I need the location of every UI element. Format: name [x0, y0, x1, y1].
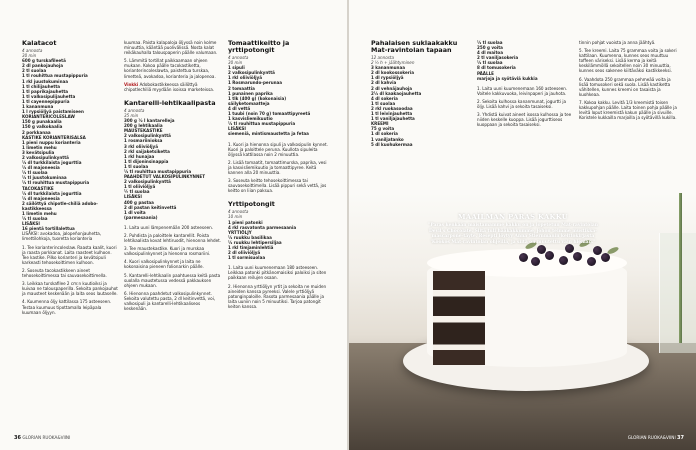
ingredient: 2 valkosipulinkynttä	[228, 70, 275, 76]
ingredient: 1 punainen paprika	[228, 90, 273, 96]
step: 2. Puhdista ja paloittele kantarellit. Poista lehtikaalista kovat lehtiruodit, hienonna lehdet.	[124, 233, 222, 244]
cake-slice-cut	[433, 271, 485, 365]
ingredient: YRTTIÖLJY	[228, 229, 252, 235]
ingredient: 1 dl voita	[124, 209, 146, 215]
ingredient: 1 rkl juustokuminaa	[22, 78, 69, 84]
ingredient: 2 valkosipulinkynttä	[124, 133, 171, 139]
ingredient: ½ ruukku lehtipersiljaa	[228, 239, 282, 245]
ingredient: 2½ dl kaakaojauhetta	[371, 90, 422, 96]
left-page	[0, 0, 347, 450]
ingredient: 1 tl vaniljajauhetta	[371, 116, 415, 122]
ingredient: siemeniä, mintismaustetta ja fetaa	[228, 131, 309, 137]
ingredient: 1 tl suolaa	[124, 163, 149, 169]
recipe-title: Yrttipotongit	[228, 200, 275, 209]
page-folio-right	[628, 435, 684, 441]
time: 30 min	[228, 60, 243, 66]
glass-bottle	[659, 233, 696, 353]
step: 6. Vaahdota 250 grammaa pehmeää voita ja lisää tomusokeri sekä suola. Lisää kastiketta vähitellen, kunnes kreemi on tasaista ja kuohkeaa.	[579, 76, 671, 97]
ingredient: MAUSTEKASTIKE	[124, 128, 163, 134]
ingredient-list	[124, 118, 222, 220]
recipe-cake-steps	[579, 40, 679, 123]
ingredient: 2 tl vaniljasokeria	[477, 55, 519, 61]
ingredient: 1 tl cayennepippuria	[22, 98, 70, 104]
ingredient: 300 g ½ l kantarelleja	[124, 118, 175, 124]
recipe-chocolate-cake	[371, 40, 471, 147]
ingredient: 1 Rosmarundo-perunaa	[228, 80, 283, 86]
servings: 4 annosta	[124, 107, 145, 113]
ingredient: 1 tl valkosipulijauhetta	[22, 93, 76, 99]
ingredient: 1 rkl hunajaa	[124, 153, 155, 159]
page-number: 36	[14, 435, 21, 441]
ingredient: KORIANTERICOLESLAW	[22, 114, 75, 120]
ingredient: 400 g pastaa	[124, 199, 154, 205]
ingredient: 600 g turskafileetä	[22, 58, 66, 64]
ingredient: LISÄKSI	[228, 126, 246, 132]
ingredient-list	[228, 65, 328, 136]
ingredient: ½ dl majoneesia	[22, 165, 60, 171]
ingredient: 1 pieni patonki	[228, 219, 263, 225]
step: 5. Lämmitä tortillat paikkaamaan ohjeen mukaan. Kokoa päälle tacokastiketta, korianterincoleslawta, paistettua turskaa, limetteä, avokadoa, korianteria ja jalopenoa.	[124, 58, 216, 79]
ingredient: 1 dl rypsiöljyä	[371, 75, 404, 81]
ingredient: ½ dl majoneesia	[22, 195, 60, 201]
servings: 12 annosta	[371, 55, 394, 60]
tip-text: Adobokastikkeessa säilöttyä chipotlechiliä myydään isoissa marketeissa.	[124, 81, 215, 92]
step: 3. Leikkaa turskafilee 2 cm:n kuutioiksi ja kuivaa ne talouspaperilla. Sekoita pankojauhot ja mausteet keskenään ja laita seos lautaselle.	[22, 281, 118, 297]
ingredient: 1 pieni nuppu korianteria	[22, 139, 81, 145]
recipe-title: Kantarelli-lehtikaalipasta	[124, 98, 216, 107]
ingredient: 1 limetin mehu	[22, 144, 57, 150]
step: 2. Sekoita kulhossa kananmunat, jogurtti ja öljy. Lisää kahvi ja sekoita tasaiseksi.	[477, 98, 566, 110]
step: 2. Hienonna yrttiöljyn yrtit ja sekoita ne muiden aineiden kanssa pyreeksi. Valele yrttiöljyä patonginpaloille. Rasota parmesaania päälle ja laita uuniin noin 5 minuutiksi. Tarjoa patongit keiton kanssa.	[228, 283, 327, 309]
ingredient: 3 kananmunaa	[371, 65, 405, 71]
step: 1. Tee korianterincoleslaw. Raasta kaalit, kuori ja raasta porkkanat. Laita raasteet kulhoon. Tee kastike. Pilko korianteri ja kevätsipuli karkeasti tehosekoittimen kulhoon.	[22, 244, 117, 265]
step: 2. Soseuta tacokastikkeen aineet tehosekoittimessa tai sauvasekoittimella.	[22, 267, 107, 279]
blackberry	[593, 246, 602, 255]
ingredient: 2 tl suolaa	[22, 68, 47, 74]
flower-stem	[679, 193, 682, 343]
ingredient: ½ tl suolaa	[22, 170, 48, 176]
step: 1. Laita uuni kuumenemaan 160 asteeseen. Voitele kakkuvuoka, leivinpaperi ja jauhota.	[477, 85, 568, 96]
ingredient: 8 dl tomusokeria	[477, 65, 516, 71]
recipe-fish-tacos	[22, 40, 118, 318]
ingredient: 3 rkl oliiviöljyä	[124, 143, 158, 149]
ingredient: 2 dl vehnäjauhoja	[371, 85, 413, 91]
ingredient: 1 kasvisliemikuutio	[228, 116, 273, 122]
recipe-title: Pahalaisen suklaakakku Mat-ravintolan tapaan	[371, 39, 458, 54]
ingredient: ½ dl turkkilaista jogurttia	[22, 190, 82, 196]
time: 35 min	[124, 112, 139, 118]
magazine-name: GLORIAN RUOKA&VIINI	[22, 435, 71, 440]
ingredient: TACOKASTIKE	[22, 185, 54, 191]
ingredient: ½ tl rouhittua mustapippuria	[124, 168, 192, 174]
step: 4. Kuori valkosipulinkynnet ja laita ne kokonaisina pieneen folionarkin päälle.	[124, 259, 204, 270]
ingredient-list	[22, 58, 118, 231]
ingredient: 2 rkl saijaketsiketta	[124, 148, 170, 154]
cake-photo	[349, 193, 696, 450]
quote-body: "Paras kenkään maistamamme kakku on ja lopetetun Mat-ravintolan Devil’s Chocolate. Siitä tuli hääkakkumme, johon teimme mustikka-mascarpone-täyte. Resepti löytyy Anna Stiernmanin keittokirjasta 'Kookos Mat-ravintolan ohjeilla, ja siitä on muutettu vain hieman."	[428, 223, 598, 245]
ingredient: 1 tl leivinjauhetta	[371, 111, 413, 117]
step: 1. Laita uuni kuumenemaan 180 asteeseen. Leikkaa patonki pitkänomaisiksi paloiksi ja siten paikkaan reilujen osaan.	[228, 265, 327, 281]
leaf	[607, 246, 620, 256]
recipe-title: Kalatacot	[22, 39, 57, 47]
ingredient: PÄÄLLE	[477, 70, 494, 76]
time: 10 min	[228, 214, 243, 220]
ingredient: 4 dl maitoa	[477, 50, 503, 56]
blackberry	[545, 251, 554, 260]
recipe-title: Tomaattikeitto ja yrttipotongit	[228, 39, 290, 54]
step: 3. Soseuta keitto tehosekoittimessa tai sauvasekoittimella. Lisää pippuri sekä vettä, jos keitto on liian paksua.	[228, 178, 327, 194]
blackberry	[573, 252, 582, 261]
ingredient: 2 valkosipulinkynttä	[124, 179, 171, 185]
ingredient: 1 tl oliiviöljyä	[124, 184, 156, 190]
ingredient: ½ tl juustokuminaa	[22, 175, 67, 181]
ingredient: 2 säilöttyä chipotle-chiliä adobo-kastikkeessa	[22, 200, 98, 211]
step: 7. Kokoa kakku. Levitä 1/3 kreemistä toisen kakkupohjan päälle. Laita toinen pohja päälle ja levitä loput kreemistä kakun päälle ja sivuille. Koristele kukkailla marjoilla ja syötävillä kukilla.	[579, 99, 677, 121]
blackberry	[537, 245, 546, 254]
ingredient: 150 g punakaalia	[22, 119, 62, 125]
ingredient-list	[228, 220, 328, 261]
time: 2 ½ h + jäähtyminen	[371, 60, 415, 66]
ingredient: 2 rkl ruokasoodaa	[371, 105, 413, 111]
ingredient: 1 kananmuna	[22, 104, 54, 110]
ingredient: 1 tl sormisuolaa	[228, 255, 266, 261]
ingredient: 1 tl dijoninsinappia	[124, 158, 169, 164]
ingredient: 1 dl sokeria	[371, 131, 398, 137]
ingredient: 2 dl kookossokeria	[371, 70, 414, 76]
ingredient: 1 tl paprikajauhetta	[22, 88, 69, 94]
blackberry	[559, 256, 568, 265]
ingredient: 1 tlk (400 g) (kokonaisia) säilyketomaatteja	[228, 95, 287, 106]
ingredient: 1 vaniljatanko	[371, 136, 404, 142]
ingredient: 200 g lehtikaalia	[124, 123, 163, 129]
blackberry	[519, 253, 528, 262]
ingredient: 1 tuubi (noin 70 g) tomaattipyreetä	[228, 111, 311, 117]
tip-label: Vinkki	[124, 81, 139, 87]
ingredient: 1 rkl timjaminlehtiä	[228, 245, 274, 250]
ingredient: 4 rkl rasvatonta parmesaania	[228, 224, 297, 230]
recipe-tomato-soup	[228, 40, 328, 312]
ingredient: 3 kevätsipulia	[22, 149, 55, 155]
recipe-cake-continued	[477, 40, 573, 130]
ingredient: 2 dl oliiviöljyä	[228, 250, 261, 256]
step: 3. Tee maustekastike. Kuori ja murskaa valkosipulinkynnet ja hienonna rosmariini.	[124, 246, 211, 257]
ingredient: ½ tl suolaa	[477, 40, 503, 45]
ingredient: 2 dl pastan keitinvettä	[124, 204, 177, 210]
servings: 4 annosta	[22, 48, 43, 53]
servings: 4 annosta	[228, 209, 249, 215]
ingredient: 1 rosmariinioksa	[124, 138, 163, 144]
ingredient: 1 sipuli	[228, 65, 245, 71]
ingredient: KREEMI	[371, 121, 389, 127]
time: 30 min	[22, 53, 37, 59]
ingredient: 1 l rypsiöljyä paistamiseen	[22, 109, 84, 115]
ingredient: 5 dl kuohukermaa	[371, 141, 413, 147]
ingredient: ½ tl rouhittua mustapippuria	[22, 180, 90, 186]
step: 5. Tee kreemi. Laita 75 grammaa voita ja sokeri kattilaan. Kuumenna, kunnes seos muuttuu toffeen väriseksi. Lisää kerma ja keitä keskilämmöllä sekoitellen noin 30 minuuttia, kunnes seos sakenee kiiltäväksi kastikkeeksi.	[579, 48, 677, 74]
ingredient: 4 dl vettä	[228, 105, 251, 111]
ingredient: 250 g voita	[477, 45, 503, 51]
magazine-name: GLORIAN RUOKA&VIINI	[627, 435, 676, 440]
blackberry	[531, 257, 540, 266]
ingredient: ¼ tl suolaa	[124, 189, 150, 195]
step: 6. Hienonna paahdetut valkosipulinkynnet. Sekoita valutettu pasta, 2 dl keitinvettä, voi, valkosipuli ja kantarelli-lehtikaaliseos keskenään.	[124, 290, 216, 312]
ingredient: 1 tl chilijauhetta	[22, 83, 61, 89]
recipe-kantarelli-pasta	[124, 40, 222, 314]
ingredient-list	[477, 40, 573, 81]
ingredient: ½ tl suolaa	[477, 60, 503, 66]
ingredient: 1 tl rouhittua mustapippuria	[22, 73, 88, 79]
blackberry	[587, 257, 596, 266]
ingredient: 1 limetin mehu	[22, 211, 57, 216]
step-continued: kuumaa. Paista kalapaloja öljyssä noin kolme minuuttia, kääntää puolivälissä. Nosta kalat reikäkauhalla talouspaperin päälle valumaan.	[124, 40, 218, 56]
step: 1. Laita uuni lämpenemään 200 asteeseen.	[124, 224, 214, 230]
tip	[124, 82, 222, 92]
ingredient: ½ tl rouhittua mustapippuria	[228, 121, 296, 127]
page-number: 37	[677, 435, 684, 441]
ingredient: 2 tomaattia	[228, 85, 255, 91]
ingredient: marjoja ja syötäviä kukkia	[477, 75, 538, 81]
ingredient: PAAHDETUT VALKOSIPULINKYNNET	[124, 174, 205, 180]
ingredient: KASTIKE KORIANTERISALSA	[22, 134, 86, 140]
step: tinnin pohjat vuoista ja anna jäähtyä.	[579, 40, 656, 45]
step: 5. Kantarelli-lehtikaalin paahtuessa keitä pasta suolalla maustetussa vedessä pakkauksen ohjeen mukaan.	[124, 272, 221, 288]
ingredient: 2 dl kahvia	[371, 80, 397, 86]
ingredient: 1 tl suolaa	[371, 100, 396, 106]
ingredient: 16 pientä tortillalettua	[22, 226, 75, 232]
ingredient: (parmesaania)	[124, 214, 158, 220]
ingredient: 75 g voita	[371, 126, 395, 132]
quote-title: MAAILMAN PARAS KAKKU	[458, 213, 568, 221]
page-folio-left	[14, 435, 70, 441]
ingredient: ½ ruukku basilikaa	[228, 234, 272, 240]
ingredient: 2 porkkanaa	[22, 129, 51, 135]
step: 1. Kuori ja hienonna sipuli ja valkosipulin kynnet. Kuori ja paloittele peruna. Kuullota sipuleita öljyssä kattilassa noin 2 minuuttia.	[228, 141, 328, 157]
ingredient: 2 valkosipulinkynttä	[22, 154, 69, 160]
step: 2. Lisää tomaatit, tomaattimurska, paprika, vesi ja kasvisliemikuutio ja tomaattipyree. Keitä kannen alla 20 minuuttia.	[228, 159, 327, 175]
extras: LISÄKSI: avokadoa, jalopeñonjauhetta, limettilohkoja, tuoretta korianteria	[22, 231, 102, 242]
step: 4. Kuumenna öljy kattilassa 175 asteeseen. Testaa kuumuus tipottamalla leipäpala kuumaan öljyyn.	[22, 299, 112, 315]
ingredient: LISÄKSI	[22, 221, 40, 227]
ingredient: LISÄKSI	[124, 194, 142, 200]
ingredient: 4 dl sokeria	[371, 95, 398, 101]
right-page	[349, 0, 696, 450]
servings: 4 annosta	[228, 55, 249, 60]
ingredient-list	[371, 65, 471, 147]
ingredient: 150 g valkokaalia	[22, 124, 63, 130]
ingredient: 1 rkl oliiviöljyä	[228, 75, 262, 81]
ingredient: 2 dl pankojauhoja	[22, 63, 64, 69]
ingredient: ½ dl turkkilaista jogurttia	[22, 160, 82, 166]
pull-quote	[423, 213, 603, 245]
ingredient: ½ tl suolaa	[22, 216, 48, 222]
step: 3. Yhdistä kuivat aineet isossa kulhossa ja tee niiden keskelle kuoppa. Lisää jogurttiseos kuoppaan ja sekoita tasaiseksi.	[477, 112, 572, 128]
blackberry	[601, 253, 610, 262]
